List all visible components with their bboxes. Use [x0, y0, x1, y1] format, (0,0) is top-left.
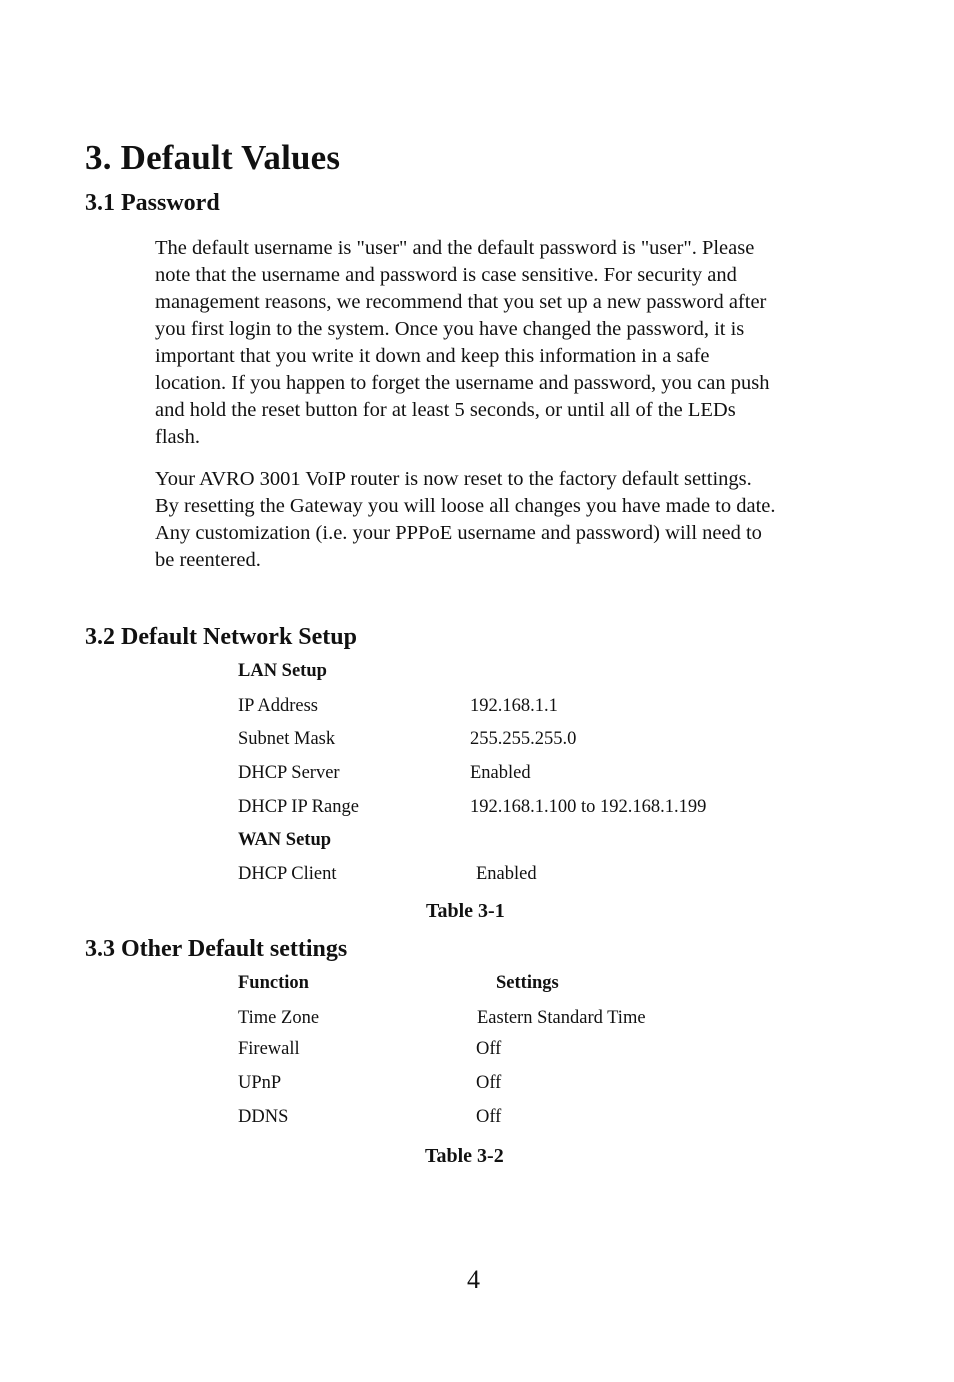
text-line: Any customization (i.e. your PPPoE username and password) will need to: [155, 522, 762, 544]
column-header-settings: Settings: [496, 973, 559, 993]
table-row-label: Subnet Mask: [238, 729, 336, 749]
table-row-label: DDNS: [238, 1107, 289, 1127]
table-caption: Table 3-1: [426, 900, 505, 922]
text-line: Your AVRO 3001 VoIP router is now reset to the factory default settings.: [155, 468, 752, 490]
table-row-label: Time Zone: [238, 1008, 320, 1028]
text-line: be reentered.: [155, 549, 261, 571]
table-caption: Table 3-2: [425, 1145, 504, 1167]
lan-setup-header: LAN Setup: [238, 661, 327, 681]
text-line: flash.: [155, 426, 200, 448]
table-row-value: Off: [476, 1073, 502, 1093]
table-row-label: IP Address: [238, 696, 318, 716]
table-row-value: Eastern Standard Time: [477, 1008, 646, 1028]
page-title: 3. Default Values: [85, 138, 341, 177]
text-line: note that the username and password is case sensitive. For security and: [155, 264, 737, 286]
text-line: The default username is "user" and the default password is "user". Please: [155, 237, 755, 259]
text-line: By resetting the Gateway you will loose all changes you have made to date.: [155, 495, 776, 517]
column-header-function: Function: [238, 973, 309, 993]
text-line: you first login to the system. Once you have changed the password, it is: [155, 318, 745, 340]
section-heading-other: 3.3 Other Default settings: [85, 936, 348, 962]
table-row-label: Firewall: [238, 1039, 300, 1059]
table-row-value: Off: [476, 1039, 502, 1059]
table-row-value: Enabled: [476, 864, 537, 884]
wan-setup-header: WAN Setup: [238, 830, 332, 850]
table-row-label: DHCP Server: [238, 763, 340, 783]
text-line: management reasons, we recommend that you set up a new password after: [155, 291, 767, 313]
password-paragraph-1: [155, 235, 875, 451]
text-line: and hold the reset button for at least 5 seconds, or until all of the LEDs: [155, 399, 736, 421]
text-line: location. If you happen to forget the username and password, you can push: [155, 372, 770, 394]
table-row-value: 192.168.1.1: [470, 696, 558, 716]
table-row-value: 192.168.1.100 to 192.168.1.199: [470, 797, 707, 817]
table-row-label: UPnP: [238, 1073, 282, 1093]
table-row-label: DHCP IP Range: [238, 797, 359, 817]
table-row-label: DHCP Client: [238, 864, 337, 884]
page-number: 4: [467, 1265, 480, 1294]
table-row-value: Off: [476, 1107, 502, 1127]
text-line: important that you write it down and keep this information in a safe: [155, 345, 710, 367]
section-heading-password: 3.1 Password: [85, 190, 220, 216]
table-row-value: 255.255.255.0: [470, 729, 577, 749]
table-row-value: Enabled: [470, 763, 531, 783]
password-paragraph-2: [155, 466, 875, 574]
section-heading-network: 3.2 Default Network Setup: [85, 624, 357, 650]
